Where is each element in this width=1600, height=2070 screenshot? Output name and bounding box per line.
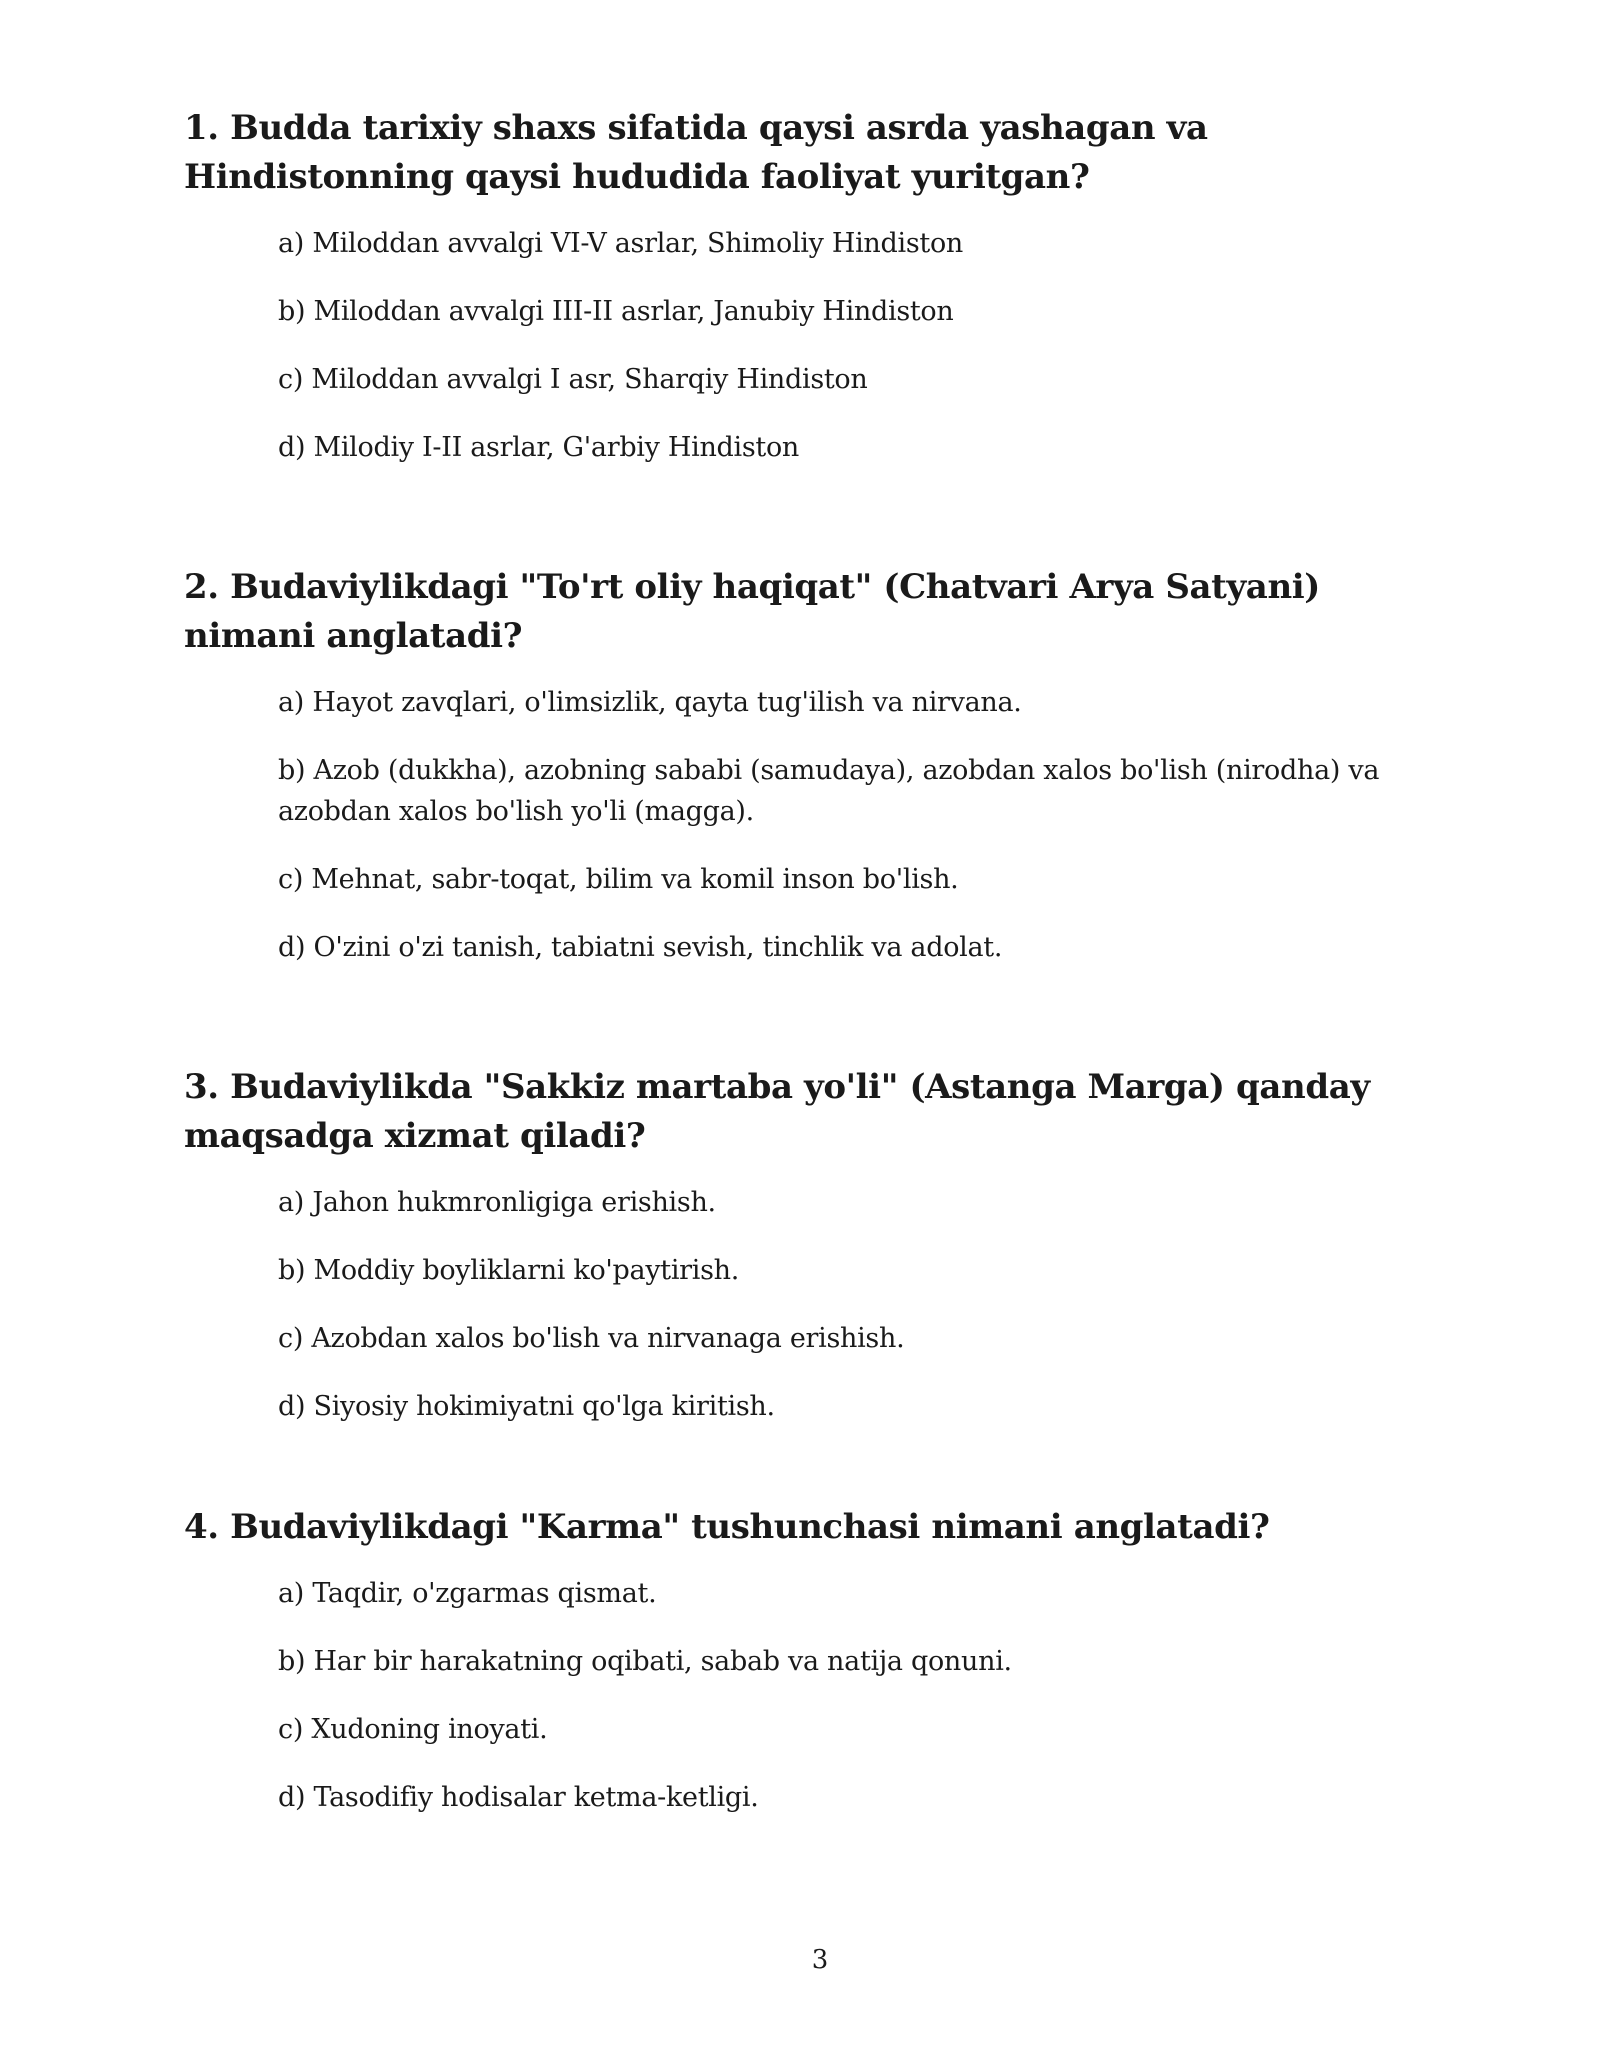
answer-options — [278, 1182, 1408, 1427]
question-title: 2. Budaviylikdagi "To'rt oliy haqiqat" (Chatvari Arya Satyani) nimani anglatadi? — [184, 567, 1320, 656]
page-number: 3 — [811, 1945, 829, 1975]
answer-option-d: d) Milodiy I-II asrlar, G'arbiy Hindiston — [278, 432, 800, 463]
answer-option-d: d) O'zini o'zi tanish, tabiatni sevish, tinchlik va adolat. — [278, 932, 1003, 963]
answer-option-c: c) Xudoning inoyati. — [278, 1714, 548, 1745]
answer-options — [278, 682, 1408, 968]
answer-option-a: a) Jahon hukmronligiga erishish. — [278, 1187, 716, 1218]
question-title: 4. Budaviylikdagi "Karma" tushunchasi nimani anglatadi? — [184, 1507, 1270, 1547]
answer-option-d: d) Siyosiy hokimiyatni qo'lga kiritish. — [278, 1391, 775, 1422]
answer-option-d: d) Tasodifiy hodisalar ketma-ketligi. — [278, 1782, 759, 1813]
answer-option-b: b) Har bir harakatning oqibati, sabab va natija qonuni. — [278, 1646, 1012, 1677]
answer-options — [278, 1573, 1408, 1818]
answer-options — [278, 223, 1408, 468]
answer-option-c: c) Mehnat, sabr-toqat, bilim va komil inson bo'lish. — [278, 864, 959, 895]
question-title: 3. Budaviylikda "Sakkiz martaba yo'li" (Astanga Marga) qanday maqsadga xizmat qiladi? — [184, 1067, 1370, 1156]
question-3 — [184, 1063, 1444, 1427]
answer-option-b: b) Moddiy boyliklarni ko'paytirish. — [278, 1255, 740, 1286]
question-4 — [184, 1503, 1444, 1818]
question-1 — [184, 104, 1444, 468]
answer-option-a: a) Taqdir, o'zgarmas qismat. — [278, 1578, 657, 1609]
question-2 — [184, 563, 1444, 968]
answer-option-b: b) Miloddan avvalgi III-II asrlar, Janubiy Hindiston — [278, 296, 954, 327]
answer-option-a: a) Miloddan avvalgi VI-V asrlar, Shimoliy Hindiston — [278, 228, 963, 259]
answer-option-c: c) Azobdan xalos bo'lish va nirvanaga erishish. — [278, 1323, 905, 1354]
answer-option-a: a) Hayot zavqlari, o'limsizlik, qayta tug'ilish va nirvana. — [278, 687, 1022, 718]
answer-option-c: c) Miloddan avvalgi I asr, Sharqiy Hindiston — [278, 364, 868, 395]
question-title: 1. Budda tarixiy shaxs sifatida qaysi asrda yashagan va Hindistonning qaysi hududida faoliyat yuritgan? — [184, 108, 1208, 197]
answer-option-b: b) Azob (dukkha), azobning sababi (samudaya), azobdan xalos bo'lish (nirodha) va azobdan xalos bo'lish yo'li (magga). — [278, 755, 1380, 827]
